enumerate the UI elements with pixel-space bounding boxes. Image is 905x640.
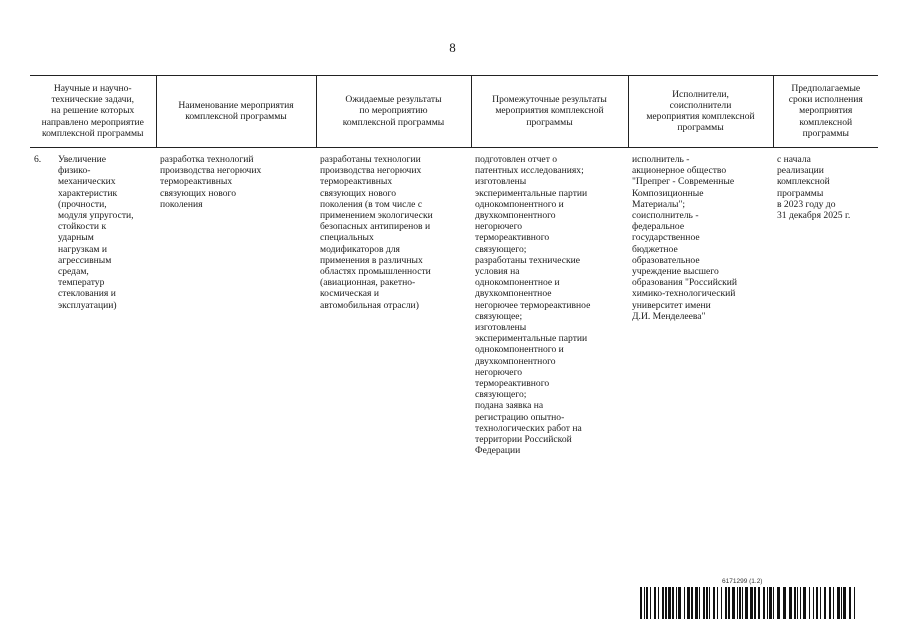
row-number: 6. — [34, 154, 42, 165]
header-executors: Исполнители, соисполнители мероприятия комплексной программы — [628, 76, 773, 148]
header-tasks: Научные и научно- технические задачи, на решение которых направлено мероприятие комплексной программы — [30, 76, 156, 148]
cell-measure: разработка технологий производства негорючих термореактивных связующих нового поколения — [160, 154, 262, 210]
cell-executors: исполнитель - акционерное общество "Препрег - Современные Композиционные Материалы"; соисполнитель - федеральное государственное бюджетное образовательное учреждение высшего образования "Российский химико-технологический университет имени Д.И. Менделеева" — [632, 154, 738, 322]
cell-intermediate: подготовлен отчет о патентных исследованиях; изготовлены экспериментальные партии однокомпонентного и двухкомпонентного негорючего термореактивного связующего; разработаны технические условия на однокомпонентное и двухкомпонентное негорючее термореактивное связующее; изготовлены экспериментальные партии однокомпонентного и двухкомпонентного негорючего термореактивного связующего; подана заявка на регистрацию опытно- технологических работ на территории Российской Федерации — [475, 154, 591, 457]
header-intermediate-results: Промежуточные результаты мероприятия комплексной программы — [471, 76, 628, 148]
program-table — [30, 75, 878, 456]
cell-task — [30, 148, 156, 457]
cell-expected: разработаны технологии производства негорючих термореактивных связующих нового поколения (в том числе с применением экологически безопасных антипиренов и специальных модификаторов для применения в различных областях промышленности (авиационная, ракетно- космическая и автомобильная отрасли) — [320, 154, 433, 311]
cell-deadline: с начала реализации комплексной программы в 2023 году до 31 декабря 2025 г. — [777, 154, 851, 222]
document-barcode — [640, 578, 855, 619]
page-number: 8 — [449, 40, 456, 55]
header-measure-name: Наименование мероприятия комплексной программы — [156, 76, 316, 148]
barcode-icon — [640, 587, 855, 619]
header-expected-results: Ожидаемые результаты по мероприятию комплексной программы — [316, 76, 471, 148]
task-text: Увеличение физико- механических характеристик (прочности, модуля упругости, стойкости к ударным нагрузкам и агрессивным средам, температур стеклования и эксплуатации) — [58, 154, 134, 311]
table-row — [30, 148, 878, 457]
barcode-label: 6171299 (1.2) — [722, 578, 763, 585]
table-header-row — [30, 76, 878, 148]
header-deadlines: Предполагаемые сроки исполнения мероприятия комплексной программы — [773, 76, 878, 148]
